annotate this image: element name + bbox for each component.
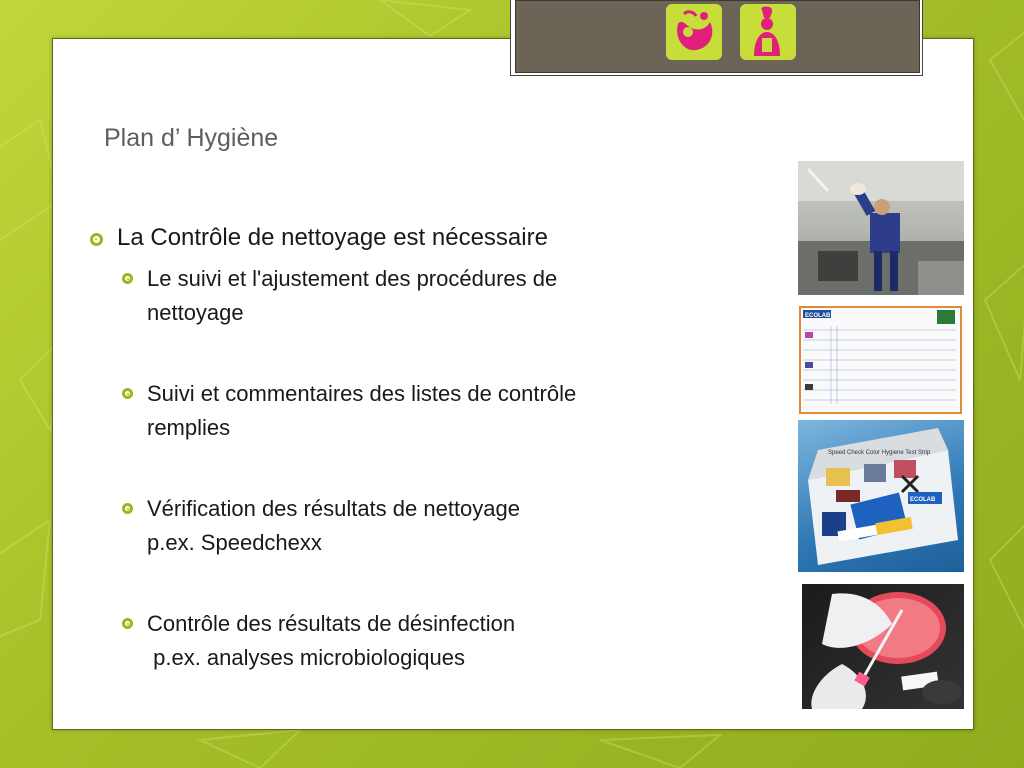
sub-bullet-line: p.ex. analyses microbiologiques xyxy=(147,645,465,670)
sub-bullet xyxy=(122,607,737,675)
petri-dish-photo xyxy=(802,584,964,709)
main-bullet-text: La Contrôle de nettoyage est nécessaire xyxy=(117,224,548,251)
sub-bullet-line: nettoyage xyxy=(147,300,244,325)
sub-bullet xyxy=(122,377,737,445)
sub-bullet-text xyxy=(147,492,737,560)
main-bullet xyxy=(90,224,548,252)
bullet-marker-icon xyxy=(122,618,133,629)
sub-bullet xyxy=(122,262,737,330)
banner-panel xyxy=(515,0,920,73)
speedcheck-kit-photo xyxy=(798,420,964,572)
header-banner xyxy=(510,0,923,76)
kitchen-cleaning-photo xyxy=(798,161,964,295)
sub-bullet-text xyxy=(147,262,737,330)
sub-bullet-text xyxy=(147,607,737,675)
slide-title: Plan d’ Hygiène xyxy=(104,124,279,152)
sub-bullet-line: p.ex. Speedchexx xyxy=(147,530,322,555)
sub-bullet-line: Suivi et commentaires des listes de contrôle xyxy=(147,381,577,406)
chef-icon xyxy=(740,4,796,60)
bullet-marker-icon xyxy=(90,233,103,246)
sub-bullet-line: remplies xyxy=(147,415,231,440)
bullet-marker-icon xyxy=(122,388,133,399)
checklist-photo xyxy=(799,306,962,414)
sub-bullet-line: Contrôle des résultats de désinfection xyxy=(147,611,516,636)
sub-bullet-text xyxy=(147,377,737,445)
bullet-marker-icon xyxy=(122,503,133,514)
sub-bullet-line: Le suivi et l'ajustement des procédures de xyxy=(147,266,558,291)
checklist-brand: ECOLAB xyxy=(805,313,831,319)
sub-bullet-line: Vérification des résultats de nettoyage xyxy=(147,496,521,521)
kit-label: Speed Check Color Hygiene Test Strip xyxy=(828,450,931,456)
kit-brand: ECOLAB xyxy=(910,497,936,503)
food-icon xyxy=(666,4,722,60)
bullet-marker-icon xyxy=(122,273,133,284)
sub-bullet xyxy=(122,492,737,560)
